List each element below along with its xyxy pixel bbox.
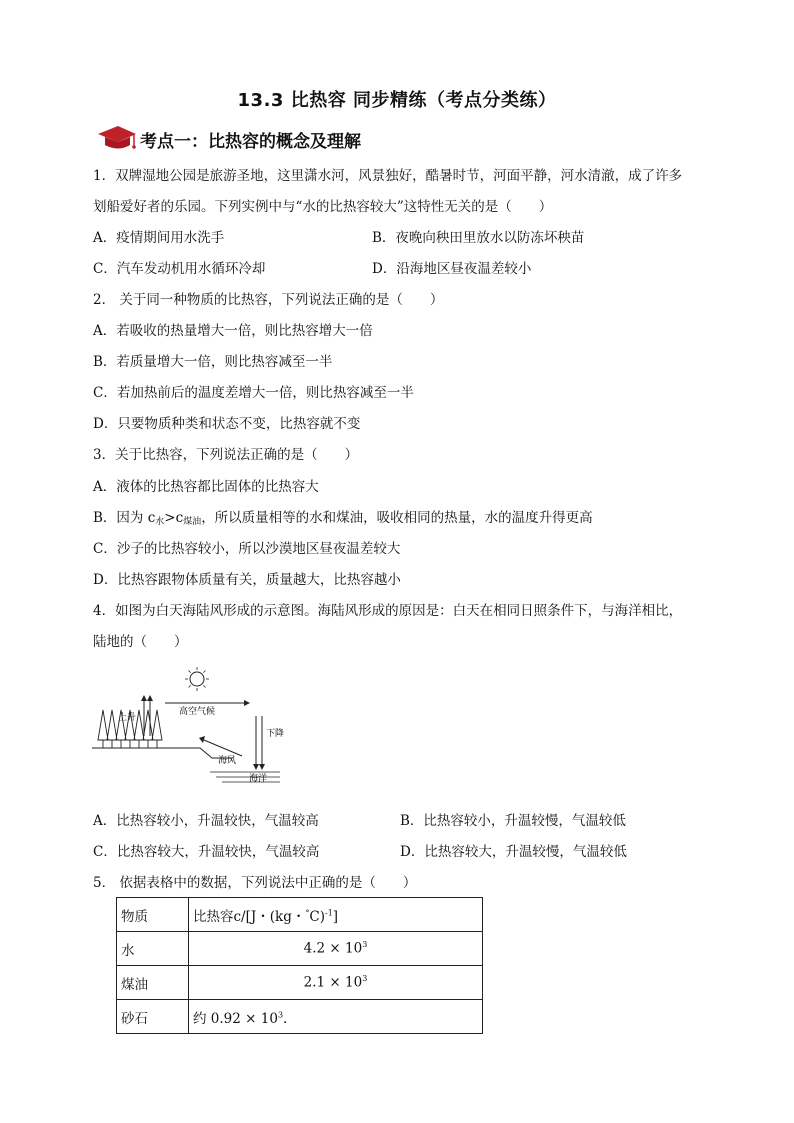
q5-stem: 5． 依据表格中的数据，下列说法中正确的是（ ） [93, 875, 417, 891]
q1-option-c: C．汽车发动机用水循环冷却 [93, 261, 266, 277]
header-specific-heat: 比热容c/[J・(kg・°C)$^{-1}$] [189, 898, 483, 932]
table-row [117, 966, 483, 1000]
sea-breeze-diagram [92, 664, 292, 804]
q1-option-b: B．夜晚向秧田里放水以防冻坏秧苗 [372, 230, 585, 246]
q2-option-b: B．若质量增大一倍，则比热容减至一半 [93, 354, 333, 370]
section-header [96, 124, 361, 154]
q4-option-a: A．比热容较小，升温较快，气温较高 [93, 813, 319, 829]
specific-heat-table [116, 897, 483, 1034]
q3-option-d: D．比热容跟物体质量有关，质量越大，比热容越小 [93, 572, 401, 588]
cell-value: $2.1 \times 10^3$ [189, 966, 483, 1000]
sun-icon [185, 667, 209, 691]
q2-stem: 2． 关于同一种物质的比热容，下列说法正确的是（ ） [93, 292, 444, 308]
q2-option-c: C．若加热前后的温度差增大一倍，则比热容减至一半 [93, 385, 414, 401]
page-title: 13.3 比热容 同步精练（考点分类练） [237, 90, 557, 111]
q4-stem-line2: 陆地的（ ） [93, 634, 188, 650]
q3-option-a: A．液体的比热容都比固体的比热容大 [93, 479, 319, 495]
cell-substance: 煤油 [117, 966, 189, 1000]
section-title: 考点一：比热容的概念及理解 [140, 131, 361, 152]
label-upper-air: 高空气候 [179, 707, 216, 717]
q1-stem-line1: 1．双牌湿地公园是旅游圣地，这里潇水河，风景独好，酷暑时节，河面平静，河水清澈，成了许多 [93, 168, 683, 184]
cell-value: 约 $0.92 \times 10^3$. [189, 1000, 483, 1034]
table-row [117, 1000, 483, 1034]
table-row [117, 932, 483, 966]
q4-stem-line1: 4．如图为白天海陆风形成的示意图。海陆风形成的原因是：白天在相同日照条件下，与海洋相比， [93, 603, 683, 619]
q2-option-d: D．只要物质种类和状态不变，比热容就不变 [93, 416, 361, 432]
label-fall: 下降 [266, 729, 285, 739]
graduation-cap-icon [96, 124, 138, 154]
q4-option-d: D．比热容较大，升温较慢，气温较低 [400, 844, 627, 860]
q3-stem: 3．关于比热容，下列说法正确的是（ ） [93, 447, 359, 463]
q4-option-c: C．比热容较大，升温较快，气温较高 [93, 844, 320, 860]
q3-option-c: C．沙子的比热容较小，所以沙漠地区昼夜温差较大 [93, 541, 401, 557]
q1-option-a: A．疫情期间用水洗手 [93, 230, 225, 246]
cell-value: $4.2 \times 10^3$ [189, 932, 483, 966]
label-rise: 上升 [118, 713, 137, 723]
label-sea-breeze: 海风 [218, 756, 237, 766]
q1-option-d: D．沿海地区昼夜温差较小 [372, 261, 532, 277]
cell-substance: 砂石 [117, 1000, 189, 1034]
q3-option-b: B．因为 $c_水>c_{煤油}$，所以质量相等的水和煤油，吸收相同的热量，水的温度升得更高 [93, 510, 593, 527]
header-substance: 物质 [117, 898, 189, 932]
q4-option-b: B．比热容较小，升温较慢，气温较低 [400, 813, 626, 829]
table-header-row [117, 898, 483, 932]
label-ocean: 海洋 [249, 774, 268, 784]
q2-option-a: A．若吸收的热量增大一倍，则比热容增大一倍 [93, 323, 373, 339]
cell-substance: 水 [117, 932, 189, 966]
q1-stem-line2: 划船爱好者的乐园。下列实例中与“水的比热容较大”这特性无关的是（ ） [93, 199, 553, 215]
